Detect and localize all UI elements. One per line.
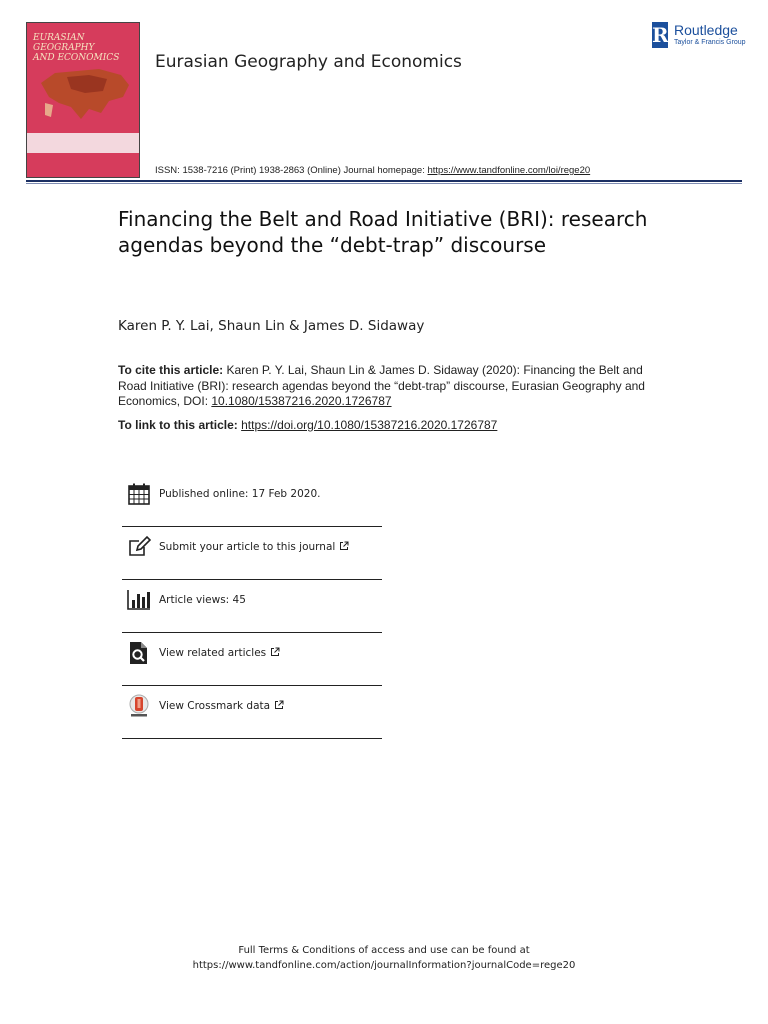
external-link-icon (270, 647, 280, 657)
cover-title: EURASIAN GEOGRAPHY AND ECONOMICS (33, 33, 120, 63)
related-articles-link[interactable]: View related articles (159, 647, 280, 659)
journal-homepage-link[interactable]: https://www.tandfonline.com/loi/rege20 (427, 165, 591, 176)
bar-chart-icon (127, 588, 151, 612)
crossmark-row[interactable] (122, 686, 382, 739)
external-link-icon (339, 541, 349, 551)
related-articles-row[interactable] (122, 633, 382, 686)
edit-icon (127, 535, 151, 559)
terms-footer (0, 943, 768, 973)
crossmark-link[interactable]: View Crossmark data (159, 700, 284, 712)
publisher-logo (652, 22, 746, 50)
terms-line: Full Terms & Conditions of access and use can be found at (238, 945, 530, 956)
published-online-label: Published online: 17 Feb 2020. (159, 488, 321, 500)
publisher-name: Routledge (674, 22, 738, 38)
article-views-label: Article views: 45 (159, 594, 246, 606)
article-views-row (122, 580, 382, 633)
issn-line: ISSN: 1538-7216 (Print) 1938-2863 (Online) Journal homepage: https://www.tandfonline.com/loi/rege20 (155, 165, 591, 176)
article-link-line: To link to this article: https://doi.org/10.1080/15387216.2020.1726787 (118, 418, 498, 432)
crossmark-icon (127, 694, 151, 718)
article-doi-url-link[interactable]: https://doi.org/10.1080/15387216.2020.1726787 (241, 418, 498, 432)
external-link-icon (274, 700, 284, 710)
article-info-list (122, 474, 382, 739)
journal-cover-image (26, 22, 140, 178)
calendar-icon (127, 482, 151, 506)
submit-article-row[interactable] (122, 527, 382, 580)
publisher-sub: Taylor & Francis Group (674, 39, 746, 46)
header-divider (26, 180, 742, 182)
article-authors: Karen P. Y. Lai, Shaun Lin & James D. Sidaway (118, 318, 425, 334)
journal-name[interactable]: Eurasian Geography and Economics (155, 52, 462, 72)
citation: To cite this article: Karen P. Y. Lai, Shaun Lin & James D. Sidaway (2020): Financing the Belt and Road Initiative (BRI): research agendas beyond the “debt-trap” discourse, Eurasian Geography and Economics, DOI: 10.1080/15387216.2020.1726787 (118, 363, 645, 408)
routledge-r-icon: R (652, 23, 669, 47)
doi-link[interactable]: 10.1080/15387216.2020.1726787 (211, 394, 392, 408)
terms-url[interactable]: https://www.tandfonline.com/action/journalInformation?journalCode=rege20 (192, 960, 576, 971)
published-online-row (122, 474, 382, 527)
search-document-icon (127, 641, 151, 665)
submit-article-link[interactable]: Submit your article to this journal (159, 541, 349, 553)
article-title: Financing the Belt and Road Initiative (BRI): research agendas beyond the “debt-trap” discourse (118, 207, 648, 257)
cover-map-graphic (37, 63, 133, 125)
